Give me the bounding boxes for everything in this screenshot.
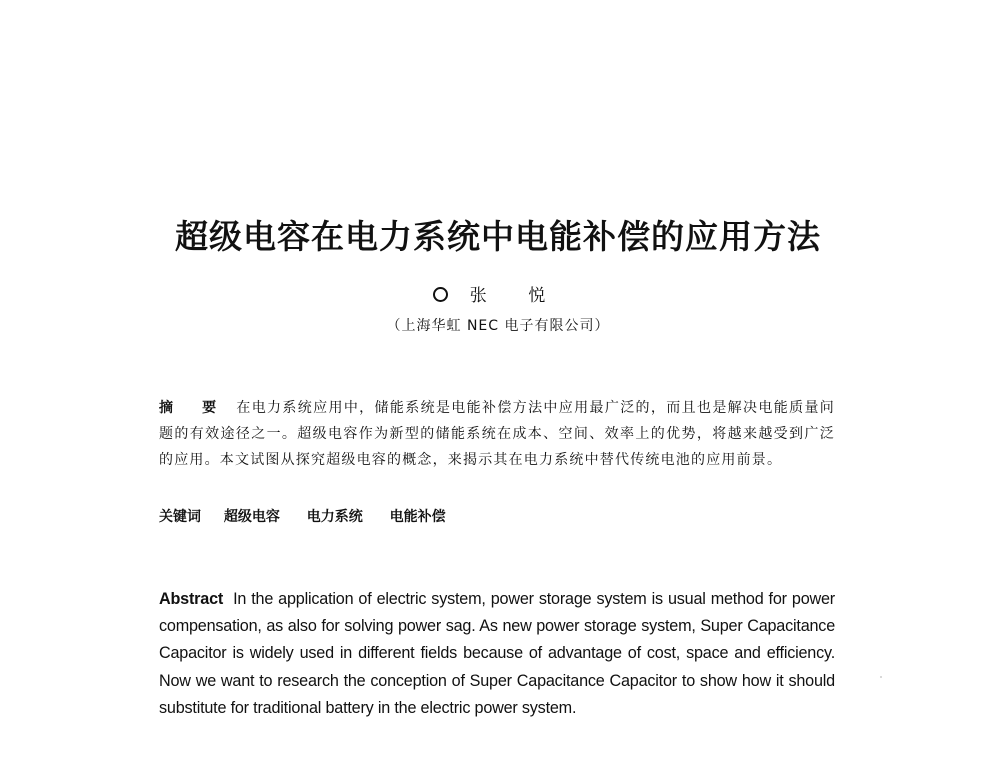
chinese-abstract-label: 摘 要 — [159, 400, 229, 416]
english-abstract-text: In the application of electric system, power storage system is usual method for power compensation, as also for solving power sag. As new power storage system, Super Capacitance Capacitor is widely used in different fields because of advantage of cost, space and efficiency. Now we want to research the conception of Super Capacitance Capacitor to show how it should substitute for traditional battery in the electric power system. — [159, 590, 835, 717]
paper-title: 超级电容在电力系统中电能补偿的应用方法 — [175, 217, 821, 256]
keyword-item: 电能补偿 — [389, 509, 446, 525]
keywords-line — [159, 504, 835, 530]
author-name: 张 悦 — [469, 286, 564, 306]
keywords-label: 关键词 — [159, 509, 201, 525]
author-line — [0, 283, 996, 309]
keyword-item: 电力系统 — [306, 509, 363, 525]
author-affiliation: （上海华虹 NEC 电子有限公司） — [386, 318, 610, 334]
chinese-abstract — [159, 395, 835, 473]
circle-bullet-icon — [433, 287, 448, 302]
scan-speck — [880, 676, 882, 678]
chinese-abstract-text: 在电力系统应用中，储能系统是电能补偿方法中应用最广泛的，而且也是解决电能质量问题的有效途径之一。超级电容作为新型的储能系统在成本、空间、效率上的优势，将越来越受到广泛的应用。本文试图从探究超级电容的概念，来揭示其在电力系统中替代传统电池的应用前景。 — [159, 400, 835, 468]
keyword-item: 超级电容 — [223, 509, 280, 525]
english-abstract-label: Abstract — [159, 590, 224, 608]
english-abstract — [159, 586, 835, 722]
